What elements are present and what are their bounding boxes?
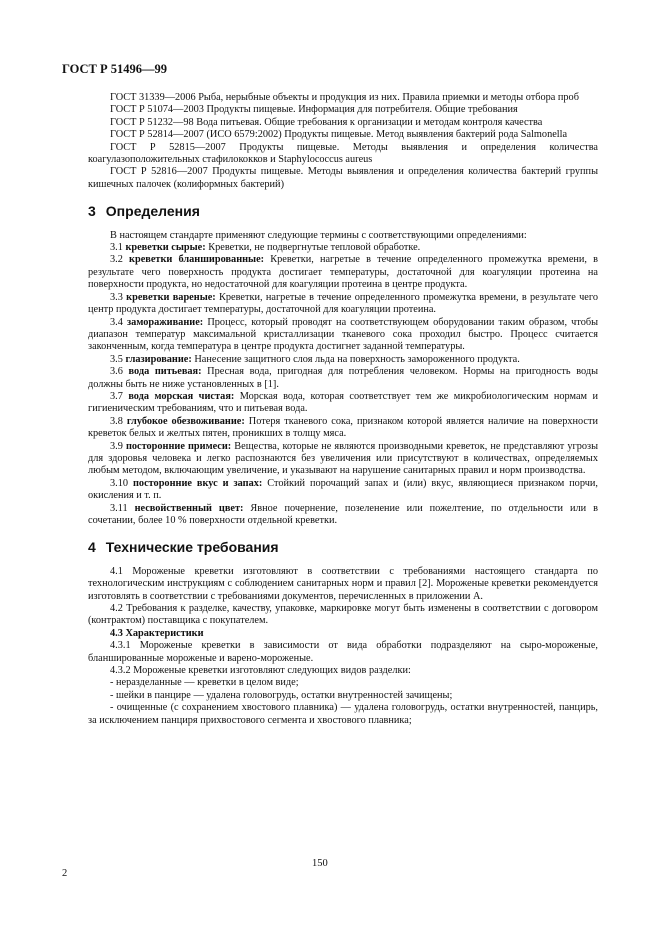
definition-text: Морская вода, которая соответствует тем же микробиологическим нормам и гигиеническим требованиям, что и питьевая вода. (88, 390, 598, 415)
definition-number: 3.3 (110, 291, 123, 303)
reference-item: ГОСТ Р 51074—2003 Продукты пищевые. Информация для потребителя. Общие требования (110, 104, 518, 116)
list-item: - неразделанные — креветки в целом виде; (110, 677, 299, 689)
definition-term: креветки бланшированные: (129, 254, 265, 266)
definition-item (88, 317, 598, 354)
reference-item: ГОСТ Р 52814—2007 (ИСО 6579:2002) Продукты пищевые. Метод выявления бактерий рода Salmonella (110, 129, 568, 141)
section-number: 4 (88, 539, 96, 556)
definition-item (88, 416, 598, 441)
definition-term: вода питьевая: (128, 366, 202, 378)
definition-term: посторонние вкус и запах: (132, 477, 263, 489)
definition-item (88, 292, 598, 317)
definition-item (88, 391, 598, 416)
definition-term: замораживание: (127, 316, 204, 328)
section-3-heading (88, 203, 598, 220)
definition-term: посторонние примеси: (125, 440, 232, 452)
definition-item (88, 242, 598, 254)
paragraph-4-2: 4.2 Требования к разделке, качеству, упаковке, маркировке могут быть изменены в соответствии с договором (контрактом) поставщика с покупателем. (88, 603, 598, 627)
section-title: Определения (105, 203, 200, 220)
definition-term: креветки вареные: (126, 291, 216, 303)
section-4-heading (88, 539, 598, 556)
section-number: 3 (88, 203, 96, 220)
definition-term: вода морская чистая: (128, 390, 235, 402)
definition-term: несвойственный цвет: (134, 502, 244, 514)
definition-text: Креветки, нагретые в течение определенного промежутка времени, в результате чего центр продукта достигает температуры, достаточной для коагуляции протеина. (88, 291, 598, 316)
definition-item (88, 478, 598, 503)
definition-number: 3.6 (110, 366, 123, 378)
section-title: Технические требования (105, 539, 279, 556)
definition-number: 3.8 (110, 415, 123, 427)
definition-item (88, 441, 598, 478)
references-list (88, 92, 598, 191)
page-content (88, 92, 598, 727)
definition-text: Вещества, которые не являются производными креветок, не представляют угрозы для здоровья человека и легко распознаются без увеличения или присутствуют в количествах, определяемых любым методом, включающим увеличение, и указывают на нарушение санитарных правил и норм производства. (88, 440, 598, 477)
section-intro: В настоящем стандарте применяют следующие термины с соответствующими определениями: (110, 229, 527, 241)
reference-item: ГОСТ Р 52815—2007 Продукты пищевые. Методы выявления и определения количества коагулазоположительных стафилококков и Staphylococcus aureus (88, 141, 598, 166)
definitions-list (88, 242, 598, 527)
definition-text: Пресная вода, пригодная для потребления человеком. Нормы на пригодность воды должны быть не ниже установленных в [1]. (88, 366, 599, 390)
subsection-4-3-heading: 4.3 Характеристики (110, 627, 204, 639)
list-item: - очищенные (с сохранением хвостового плавника) — удалена головогрудь, остатки внутренностей, панцирь, за исключением панциря прихвостового сегмента и хвостового плавника; (88, 702, 598, 726)
definition-term: глубокое обезвоживание: (126, 415, 245, 427)
definition-text: Креветки, нагретые в течение определенного промежутка времени, в результате чего поверхность продукта достигает температуры, достаточной для коагуляции протеина на поверхности продукта, но недостаточной для коагуляции протеина в центре продукта. (88, 254, 599, 291)
definition-item (88, 366, 598, 391)
definition-text: Креветки, не подвергнутые тепловой обработке. (205, 242, 421, 254)
list-item: - шейки в панцире — удалена головогрудь, остатки внутренностей зачищены; (110, 689, 453, 701)
reference-item: ГОСТ Р 52816—2007 Продукты пищевые. Методы выявления и определения количества бактерий группы кишечных палочек (колиформных бактерий) (88, 166, 598, 190)
document-header: ГОСТ Р 51496—99 (62, 62, 168, 76)
paragraph-4-3-2: 4.3.2 Мороженые креветки изготовляют следующих видов разделки: (110, 665, 411, 677)
definition-text: Процесс, который проводят на соответствующем оборудовании таким образом, чтобы диапазон температур максимальной кристаллизации тканевого сока проходил быстро. Процесс считается законченным, когда температура в центре продукта достигнет заданной температуры. (88, 316, 599, 353)
definition-number: 3.11 (110, 502, 128, 514)
definition-number: 3.2 (110, 254, 123, 266)
definition-number: 3.10 (110, 477, 129, 489)
reference-item: ГОСТ Р 51232—98 Вода питьевая. Общие требования к организации и методам контроля качества (110, 116, 543, 128)
reference-item: ГОСТ 31339—2006 Рыба, нерыбные объекты и продукция из них. Правила приемки и методы отбора проб (110, 92, 579, 103)
paragraph-4-3-1: 4.3.1 Мороженые креветки в зависимости от вида обработки подразделяют на сыро-мороженые, бланшированные мороженые и варено-мороженые. (88, 640, 598, 664)
definition-number: 3.5 (110, 353, 123, 365)
definition-term: креветки сырые: (125, 242, 206, 254)
page-number-center: 150 (312, 858, 328, 869)
definition-item (88, 254, 598, 291)
paragraph-4-1: 4.1 Мороженые креветки изготовляют в соответствии с требованиями настоящего стандарта по технологическим инструкциям с соблюдением санитарных норм и правил [2]. Мороженые креветки рекомендуется изготовлять в соответствии с требованиями документов, перечисленных в приложении А. (88, 565, 598, 602)
page-number-left: 2 (62, 868, 68, 879)
definition-number: 3.7 (110, 390, 123, 402)
definition-item (88, 503, 598, 528)
definition-number: 3.4 (110, 316, 123, 328)
definition-text: Явное почернение, позеленение или пожелтение, по отдельности или в сочетании, более 10 % поверхности отдельной креветки. (88, 502, 598, 526)
definition-number: 3.9 (110, 440, 123, 452)
definition-item (88, 354, 598, 366)
definition-text: Стойкий порочащий запах и (или) вкус, являющиеся признаком порчи, окисления и т. п. (88, 477, 598, 502)
definition-term: глазирование: (125, 353, 192, 365)
definition-text: Потеря тканевого сока, признаком которой является наличие на поверхности креветок белых и желтых пятен, проникших в толщу мяса. (88, 415, 599, 440)
definition-text: Нанесение защитного слоя льда на поверхность замороженного продукта. (191, 353, 520, 365)
definition-number: 3.1 (110, 242, 123, 254)
